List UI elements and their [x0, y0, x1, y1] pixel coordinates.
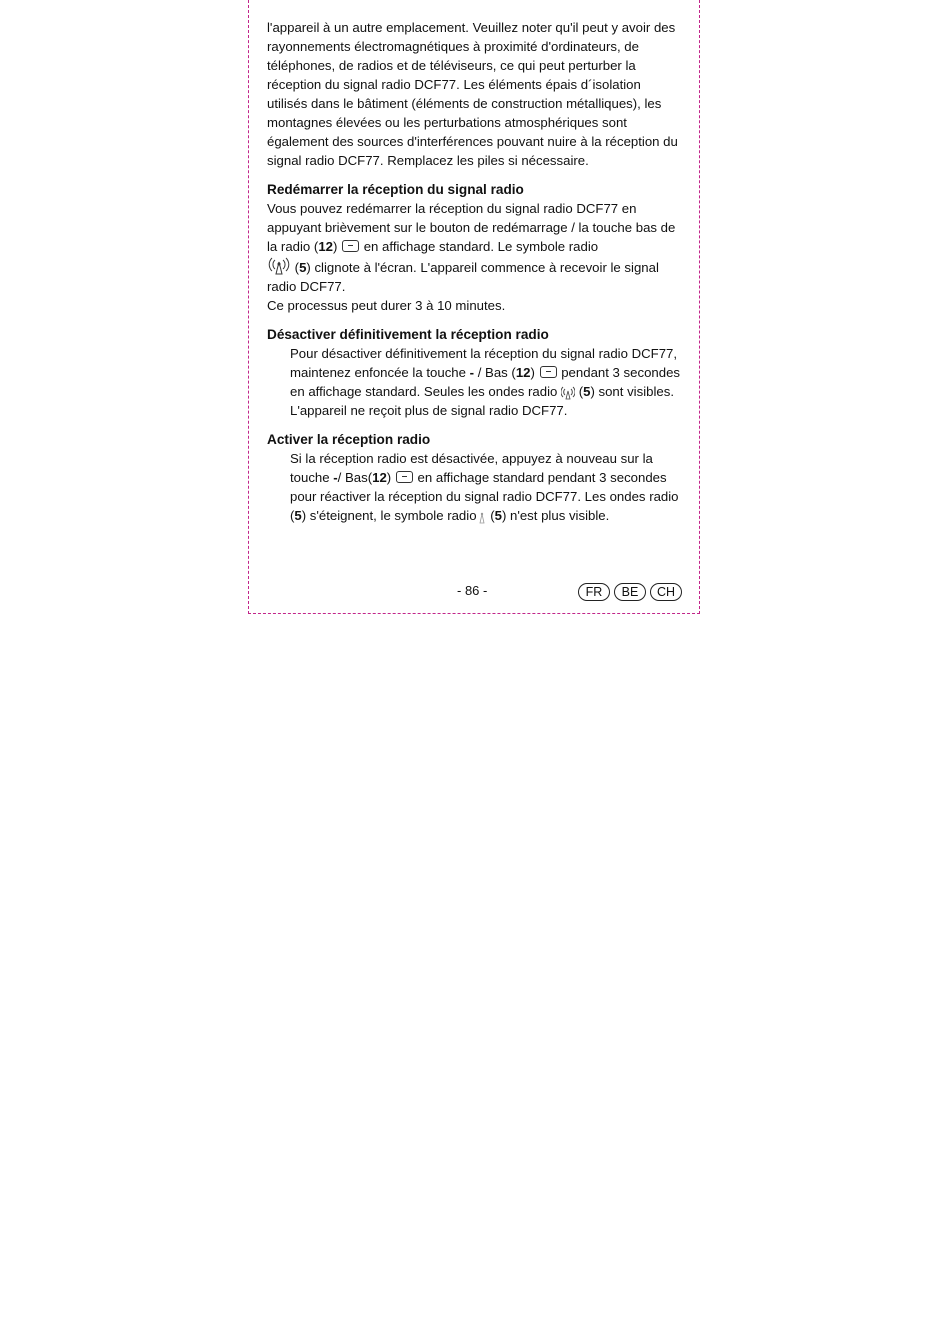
section-heading: Redémarrer la réception du signal radio	[267, 182, 524, 197]
radio-tower-icon	[477, 510, 487, 524]
country-badge-be: BE	[614, 583, 646, 601]
section-disable-reception	[267, 325, 682, 420]
section-paragraph: Si la réception radio est désactivée, appuyez à nouveau sur la touche -/ Bas(12) en affichage standard pendant 3 secondes pour réactiver la réception du signal radio DCF77. Les ondes radio (5) s'éteignent, le symbole radio (5) n'est plus visible.	[290, 451, 679, 523]
country-badges	[578, 583, 682, 601]
radio-tower-icon	[561, 386, 575, 400]
minus-key-icon	[540, 366, 557, 378]
section-enable-reception	[267, 430, 682, 525]
radio-tower-icon	[267, 256, 291, 276]
intro-paragraph: l'appareil à un autre emplacement. Veuillez noter qu'il peut y avoir des rayonnements électromagnétiques à proximité d'ordinateurs, de téléphones, de radios et de téléviseurs, ce qui peut perturber la réception du signal radio DCF77. Les éléments épais d´isolation utilisés dans le bâtiment (éléments de construction métalliques), les montagnes élevées ou les perturbations atmosphériques sont également des sources d'interférences pouvant nuire à la réception du signal radio DCF77. Remplacez les piles si nécessaire.	[267, 20, 678, 168]
section-restart-reception	[267, 180, 682, 315]
section-heading: Désactiver définitivement la réception radio	[267, 327, 549, 342]
minus-key-icon	[396, 471, 413, 483]
country-badge-ch: CH	[650, 583, 682, 601]
minus-key-icon	[342, 240, 359, 252]
page-footer	[267, 583, 682, 603]
page-number: - 86 -	[457, 583, 488, 598]
section-heading: Activer la réception radio	[267, 432, 431, 447]
section-paragraph: Pour désactiver définitivement la réception du signal radio DCF77, maintenez enfoncée la touche - / Bas (12) pendant 3 secondes en affichage standard. Seules les ondes radio (5) sont visibles. L'appareil ne reçoit plus de signal radio DCF77.	[290, 346, 681, 418]
document-body	[267, 18, 682, 525]
section-note: Ce processus peut durer 3 à 10 minutes.	[267, 298, 506, 313]
section-paragraph: Vous pouvez redémarrer la réception du signal radio DCF77 en appuyant brièvement sur le bouton de redémarrage / la touche bas de la radio (12) en affichage standard. Le symbole radio (5) clignote à l'écran. L'appareil commence à recevoir le signal radio DCF77.	[267, 201, 676, 294]
country-badge-fr: FR	[578, 583, 610, 601]
